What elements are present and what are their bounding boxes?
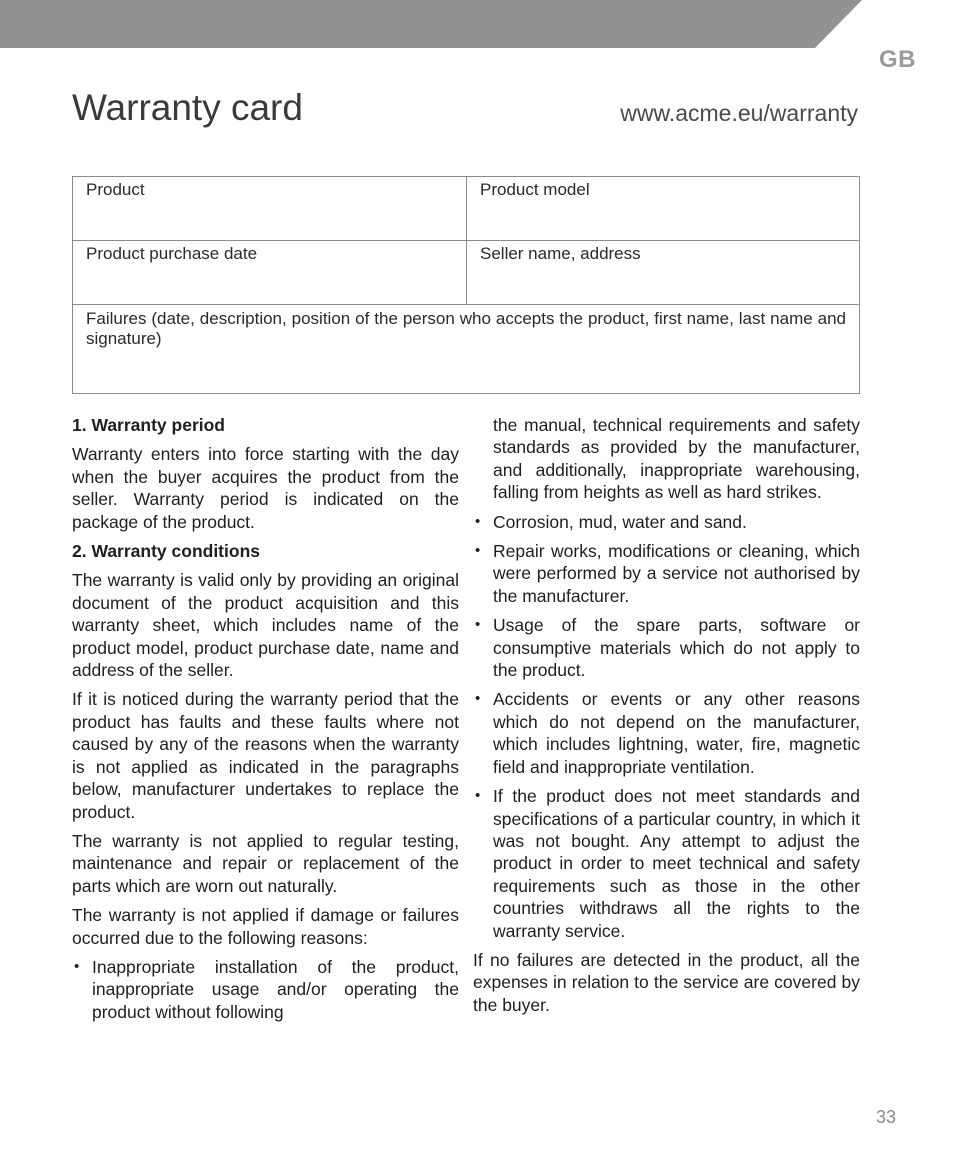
list-item bbox=[72, 956, 459, 1023]
bullet-text: Repair works, modifications or cleaning, which were performed by a service not authorised by the manufacturer. bbox=[493, 541, 860, 606]
page-title: Warranty card bbox=[72, 87, 303, 128]
product-label: Product bbox=[86, 180, 145, 199]
failures-field[interactable] bbox=[73, 305, 859, 393]
bullet-text: Corrosion, mud, water and sand. bbox=[493, 511, 747, 532]
bullet-marker: • bbox=[475, 512, 481, 530]
language-code: GB bbox=[879, 46, 916, 73]
list-item bbox=[473, 688, 860, 778]
right-column bbox=[473, 414, 860, 1023]
warranty-form-table bbox=[72, 176, 860, 394]
warranty-conditions-heading: 2. Warranty conditions bbox=[72, 541, 260, 562]
left-column bbox=[72, 414, 459, 1030]
conditions-paragraph-1: The warranty is valid only by providing an original document of the product acquisition and this warranty sheet, which includes name of the product model, product purchase date, name and address of the seller. bbox=[72, 570, 459, 681]
warranty-period-text: Warranty enters into force starting with the day when the buyer acquires the product from the seller. Warranty period is indicated on the package of the product. bbox=[72, 444, 459, 532]
conditions-paragraph-2: If it is noticed during the warranty period that the product has faults and these faults where not caused by any of the reasons when the warranty is not applied as indicated in the paragraphs below, manufacturer undertakes to replace the product. bbox=[72, 689, 459, 822]
seller-field[interactable] bbox=[467, 241, 859, 305]
header-band bbox=[0, 0, 862, 48]
bullet-marker: • bbox=[475, 616, 481, 634]
conditions-paragraph-3: The warranty is not applied to regular testing, maintenance and repair or replacement of the parts which are worn out naturally. bbox=[72, 830, 459, 896]
warranty-url: www.acme.eu/warranty bbox=[620, 100, 858, 126]
purchase-date-label: Product purchase date bbox=[86, 244, 258, 263]
list-item bbox=[473, 614, 860, 681]
exclusion-list bbox=[473, 511, 860, 942]
list-item bbox=[473, 511, 860, 533]
bullet-text: If the product does not meet standards and specifications of a particular country, in which it was not bought. Any attempt to adjust the product in order to meet technical and safety requirements such as those in the other countries withdraws all the rights to the warranty service. bbox=[493, 786, 860, 941]
conditions-paragraph-4: The warranty is not applied if damage or failures occurred due to the following reasons: bbox=[72, 905, 459, 948]
exclusion-list-start bbox=[72, 956, 459, 1023]
bullet-marker: • bbox=[475, 690, 481, 708]
list-item bbox=[473, 785, 860, 942]
list-item bbox=[473, 540, 860, 607]
seller-label: Seller name, address bbox=[480, 244, 641, 263]
bullet-text: Usage of the spare parts, software or consumptive materials which do not apply to the product. bbox=[493, 615, 860, 681]
failures-label: Failures (date, description, position of the person who accepts the product, first name, last name and signature) bbox=[86, 309, 846, 348]
bullet-marker: • bbox=[475, 787, 481, 805]
bullet-continuation: the manual, technical requirements and safety standards as provided by the manufacturer, and additionally, inappropriate warehousing, falling from heights as well as hard strikes. bbox=[493, 415, 860, 503]
purchase-date-field[interactable] bbox=[73, 241, 467, 305]
product-model-label: Product model bbox=[480, 180, 590, 199]
closing-paragraph: If no failures are detected in the product, all the expenses in relation to the service are covered by the buyer. bbox=[473, 949, 860, 1015]
bullet-marker: • bbox=[475, 542, 481, 560]
bullet-marker: • bbox=[74, 957, 80, 975]
product-model-field[interactable] bbox=[467, 177, 859, 241]
bullet-text: Inappropriate installation of the product, inappropriate usage and/or operating the product without following bbox=[92, 956, 459, 1022]
bullet-text: Accidents or events or any other reasons which do not depend on the manufacturer, which includes lightning, water, fire, magnetic field and inappropriate ventilation. bbox=[493, 689, 860, 777]
page-number: 33 bbox=[875, 1107, 896, 1127]
warranty-period-heading: 1. Warranty period bbox=[72, 415, 225, 435]
product-field[interactable] bbox=[73, 177, 467, 241]
